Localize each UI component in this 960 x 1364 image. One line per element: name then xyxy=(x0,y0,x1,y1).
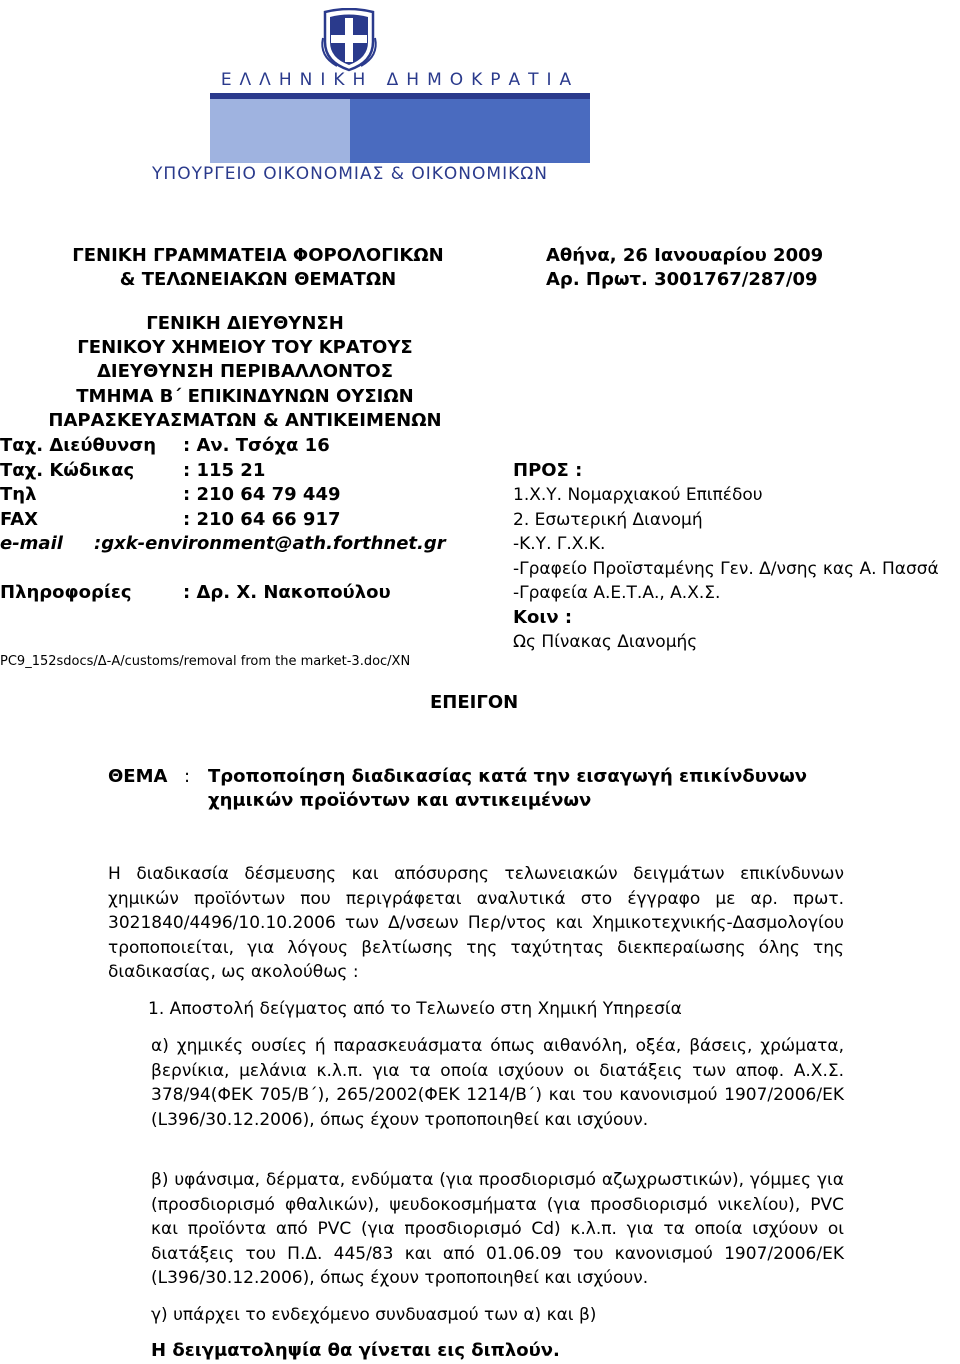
email-value[interactable]: :gxk-environment@ath.forthnet.gr xyxy=(94,533,446,554)
recipient-item: 2. Εσωτερική Διανομή xyxy=(513,510,703,530)
fax-value: : 210 64 66 917 xyxy=(183,509,341,530)
numbered-item-1: 1. Αποστολή δείγματος από το Τελωνείο στη Χημική Υπηρεσία xyxy=(148,999,682,1019)
email-row xyxy=(0,532,446,556)
cc-label: Κοιν : xyxy=(513,607,573,628)
department-line: ΔΙΕΥΘΥΝΣΗ ΠΕΡΙΒΑΛΛΟΝΤΟΣ xyxy=(97,361,393,382)
postcode-value: : 115 21 xyxy=(183,460,266,481)
paragraph-a: α) χημικές ουσίες ή παρασκευάσματα όπως αιθανόλη, οξέα, βάσεις, χρώματα, βερνίκια, μελάνια κ.λ.π. για τα οποία ισχύουν οι διατάξεις των αποφ. Α.Χ.Σ. 378/94(ΦΕΚ 705/Β΄), 265/2002(ΦΕΚ 1214/Β΄) και του κανονισμού 1907/2006/ΕΚ (L396/30.12.2006), όπως έχουν τροποποιηθεί και ισχύουν. xyxy=(151,1036,844,1130)
ministry-logo-bars xyxy=(200,93,600,163)
republic-logotype: ΕΛΛΗΝΙΚΗ ΔΗΜΟΚΡΑΤΙΑ xyxy=(220,70,580,90)
postcode-label: Ταχ. Κώδικας xyxy=(0,460,135,481)
greek-coat-of-arms-icon xyxy=(317,8,381,72)
ministry-logotype: ΥΠΟΥΡΓΕΙΟ ΟΙΚΟΝΟΜΙΑΣ & ΟΙΚΟΝΟΜΙΚΩΝ xyxy=(152,164,548,184)
subject-line1: Τροποποίηση διαδικασίας κατά την εισαγωγή επικίνδυνων xyxy=(208,766,808,787)
department-line: ΠΑΡΑΣΚΕΥΑΣΜΑΤΩΝ & ΑΝΤΙΚΕΙΜΕΝΩΝ xyxy=(48,410,442,431)
recipient-item: -Κ.Υ. Γ.Χ.Κ. xyxy=(513,534,606,554)
email-label: e-mail xyxy=(0,533,63,554)
info-row xyxy=(0,581,391,605)
urgent-label: ΕΠΕΙΓΟΝ xyxy=(430,692,519,713)
recipient-item: -Γραφείο Προϊσταμένης Γεν. Δ/νσης κας Α. Πασσά xyxy=(513,559,939,579)
document-date: Αθήνα, 26 Ιανουαρίου 2009 xyxy=(546,245,824,266)
intro-paragraph: Η διαδικασία δέσμευσης και απόσυρσης τελωνειακών δειγμάτων επικίνδυνων χημικών προϊόντων που περιγράφεται αναλυτικά στο έγγραφο με αρ. πρωτ. 3021840/4496/10.10.2006 των Δ/νσεων Περ/ντος και Χημικοτεχνικής-Δασμολογίου τροποποιείται, για λόγους βελτίωσης της ταχύτητας διεκπεραίωσης όλης της διαδικασίας, ως ακολούθως : xyxy=(108,864,844,982)
secretariat-line1: ΓΕΝΙΚΗ ΓΡΑΜΜΑΤΕΙΑ ΦΟΡΟΛΟΓΙΚΩΝ xyxy=(72,245,444,266)
address-value: : Αν. Τσόχα 16 xyxy=(183,435,330,456)
phone-value: : 210 64 79 449 xyxy=(183,484,341,505)
fax-label: FAX xyxy=(0,509,39,530)
paragraph-c: γ) υπάρχει το ενδεχόμενο συνδυασμού των α) και β) xyxy=(151,1305,597,1325)
postcode-row xyxy=(0,459,265,483)
subject-colon: : xyxy=(184,766,191,787)
final-bold-statement: Η δειγματοληψία θα γίνεται εις διπλούν. xyxy=(151,1340,560,1361)
paragraph-b: β) υφάνσιμα, δέρματα, ενδύματα (για προσδιορισμό αζωχρωστικών), γόμμες για (προσδιορισμό φθαλικών), ψευδοκοσμήματα (για προσδιορισμό νικελίου), PVC και προϊόντα από PVC (για προσδιορισμό Cd) κ.λ.π. για τα οποία ισχύουν οι διατάξεις του Π.Δ. 445/83 και από 01.06.09 του κανονισμού 1907/2006/ΕΚ (L396/30.12.2006), όπως έχουν τροποποιηθεί και ισχύουν. xyxy=(151,1170,844,1288)
phone-row xyxy=(0,483,341,507)
secretariat-line2: & ΤΕΛΩΝΕΙΑΚΩΝ ΘΕΜΑΤΩΝ xyxy=(119,269,397,290)
subject-label: ΘΕΜΑ xyxy=(108,766,168,787)
department-line: ΓΕΝΙΚΗ ΔΙΕΥΘΥΝΣΗ xyxy=(146,313,344,334)
department-line: ΓΕΝΙΚΟΥ ΧΗΜΕΙΟΥ ΤΟΥ ΚΡΑΤΟΥΣ xyxy=(77,337,413,358)
to-label: ΠΡΟΣ : xyxy=(513,460,583,481)
protocol-number: Αρ. Πρωτ. 3001767/287/09 xyxy=(546,269,818,290)
subject-line2: χημικών προϊόντων και αντικειμένων xyxy=(208,790,592,811)
recipient-item: 1.Χ.Υ. Νομαρχιακού Επιπέδου xyxy=(513,485,763,505)
file-reference: PC9_152sdocs/Δ-Α/customs/removal from the market-3.doc/XN xyxy=(0,654,411,669)
info-value: : Δρ. Χ. Νακοπούλου xyxy=(183,582,391,603)
phone-label: Τηλ xyxy=(0,484,37,505)
info-label: Πληροφορίες xyxy=(0,582,132,603)
address-label: Ταχ. Διεύθυνση xyxy=(0,435,157,456)
fax-row xyxy=(0,508,341,532)
department-line: ΤΜΗΜΑ Β΄ ΕΠΙΚΙΝΔΥΝΩΝ ΟΥΣΙΩΝ xyxy=(76,386,414,407)
cc-item: Ως Πίνακας Διανομής xyxy=(513,632,698,652)
address-row xyxy=(0,434,330,458)
recipient-item: -Γραφεία Α.Ε.Τ.Α., Α.Χ.Σ. xyxy=(513,583,721,603)
